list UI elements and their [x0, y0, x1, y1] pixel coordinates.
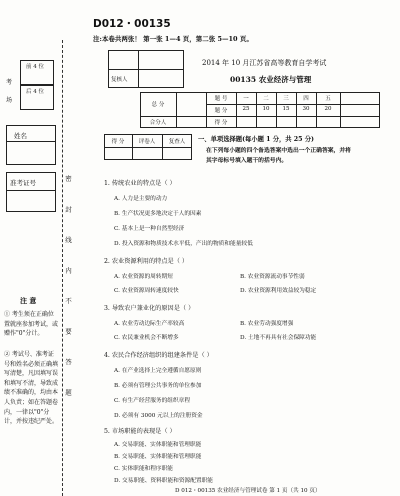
notice-title: 注 意 — [20, 296, 37, 305]
q5-option-b: B. 交易职能、实体职能和管理职能 — [114, 454, 202, 460]
row-label: 题 号 — [214, 96, 228, 102]
checker-label: 复查人 — [168, 139, 186, 145]
question-1: 1. 传统农业的特点是（ ） — [104, 180, 176, 187]
points-4: 30 — [302, 106, 310, 112]
col-5: 五 — [325, 96, 331, 102]
earned-label: 得 分 — [214, 120, 228, 126]
q3-option-c: C. 农民兼业机会不断增多 — [114, 335, 179, 341]
q2-option-d: D. 农业资源利用效益较为稳定 — [240, 288, 317, 294]
q2-option-c: C. 农业资源周转速度较快 — [114, 288, 179, 294]
question-2: 2. 农业资源利用的特点是（ ） — [104, 258, 189, 265]
question-3: 3. 导致农户兼业化的原因是（ ） — [104, 305, 195, 312]
col-2: 二 — [263, 96, 269, 102]
reviewer-label: 复核人 — [111, 77, 128, 83]
col-3: 三 — [283, 96, 289, 102]
q2-option-b: B. 农业资源流动事节性弱 — [240, 274, 305, 280]
name-label: 姓名 — [14, 132, 27, 140]
q1-option-c: C. 基本上是一种自然型经济 — [114, 226, 185, 232]
q4-option-c: C. 有生产经营服务的组织章程 — [114, 398, 191, 404]
subject-title: 00135 农业经济与管理 — [230, 75, 312, 84]
points-1: 25 — [242, 106, 250, 112]
points-3: 15 — [282, 106, 290, 112]
question-4: 4. 农民合作经济组织的组建条件是（ ） — [104, 352, 213, 359]
q4-option-d: D. 必须有 3000 元以上的注册资金 — [114, 413, 203, 419]
q5-option-c: C. 实体职能和程序职能 — [114, 466, 173, 472]
q3-option-b: B. 农业劳动强度增强 — [240, 321, 294, 327]
page-instruction: 注:本卷共两张！ 第一张 1—4 页，第二张 5—10 页。 — [93, 35, 253, 43]
section1-heading: 一、单项选择题(每小题 1 分，共 25 分) — [198, 136, 315, 143]
q5-option-d: D. 交易职能、资料职能和资源配置职能 — [114, 478, 213, 484]
total-label: 总 分 — [151, 102, 165, 108]
q3-option-a: A. 农业劳动边际生产率较高 — [114, 321, 185, 327]
q2-option-a: A. 农业资源的周转期短 — [114, 274, 173, 280]
points-5: 20 — [324, 106, 332, 112]
exam-room-label: 考场 — [6, 79, 13, 104]
q1-option-b: B. 生产状况更多地决定于人的因素 — [114, 211, 202, 217]
page-footer: D 012・00135 农业经济与管理试卷 第 1 页（共 10 页） — [175, 488, 321, 494]
points-2: 10 — [262, 106, 270, 112]
notice-item-2: ② 考试号、准考证号和姓名必须正确填写清楚，凡因填写误和填写不清，导致成绩不准确的，均由本人负责；如在答题卷内，一律以"0"分计，并按违纪严处。 — [4, 351, 59, 426]
q4-option-b: B. 必须有管理公共事务的单位参加 — [114, 383, 202, 389]
col-1: 一 — [243, 96, 249, 102]
q4-option-a: A. 在产业选择上完全遵循自愿原则 — [114, 368, 202, 374]
exam-title: 2014 年 10 月江苏省高等教育自学考试 — [202, 59, 327, 67]
reviewer-total-label: 合分人 — [149, 120, 167, 126]
grader-label: 评卷人 — [138, 139, 156, 145]
q1-option-d: D. 投入资源和物质技术水平低，产出的物质和能量较低 — [114, 241, 253, 247]
section1-instruction-2: 其字母标号填入题干的括号内。 — [206, 158, 288, 164]
seal-dashed-line — [62, 40, 63, 496]
q1-option-a: A. 人力是主要的动力 — [114, 196, 168, 202]
exam-code: D012・00135 — [93, 18, 171, 30]
grader-score-label: 得 分 — [111, 139, 125, 145]
id-label: 准考证号 — [10, 179, 36, 187]
question-5: 5. 市场职能的表现是（ ） — [104, 428, 176, 435]
front4-label: 前 4 位 — [26, 64, 44, 70]
notice-item-1: ① 考生须在正确位置就座参加考试，或赠作"0"分计。 — [4, 311, 59, 338]
points-label: 题 分 — [214, 108, 228, 114]
q5-option-a: A. 交易职能、实体职能和管理职能 — [114, 442, 202, 448]
back4-label: 后 4 位 — [26, 89, 44, 95]
section1-instruction-1: 在下列每小题的四个备选答案中选出一个正确答案，并将 — [206, 148, 351, 154]
col-4: 四 — [303, 96, 309, 102]
q3-option-d: D. 土地不再具有社会保障功能 — [240, 335, 317, 341]
seal-line-text: 密 封 线 内 不 要 答 题 — [64, 175, 72, 407]
